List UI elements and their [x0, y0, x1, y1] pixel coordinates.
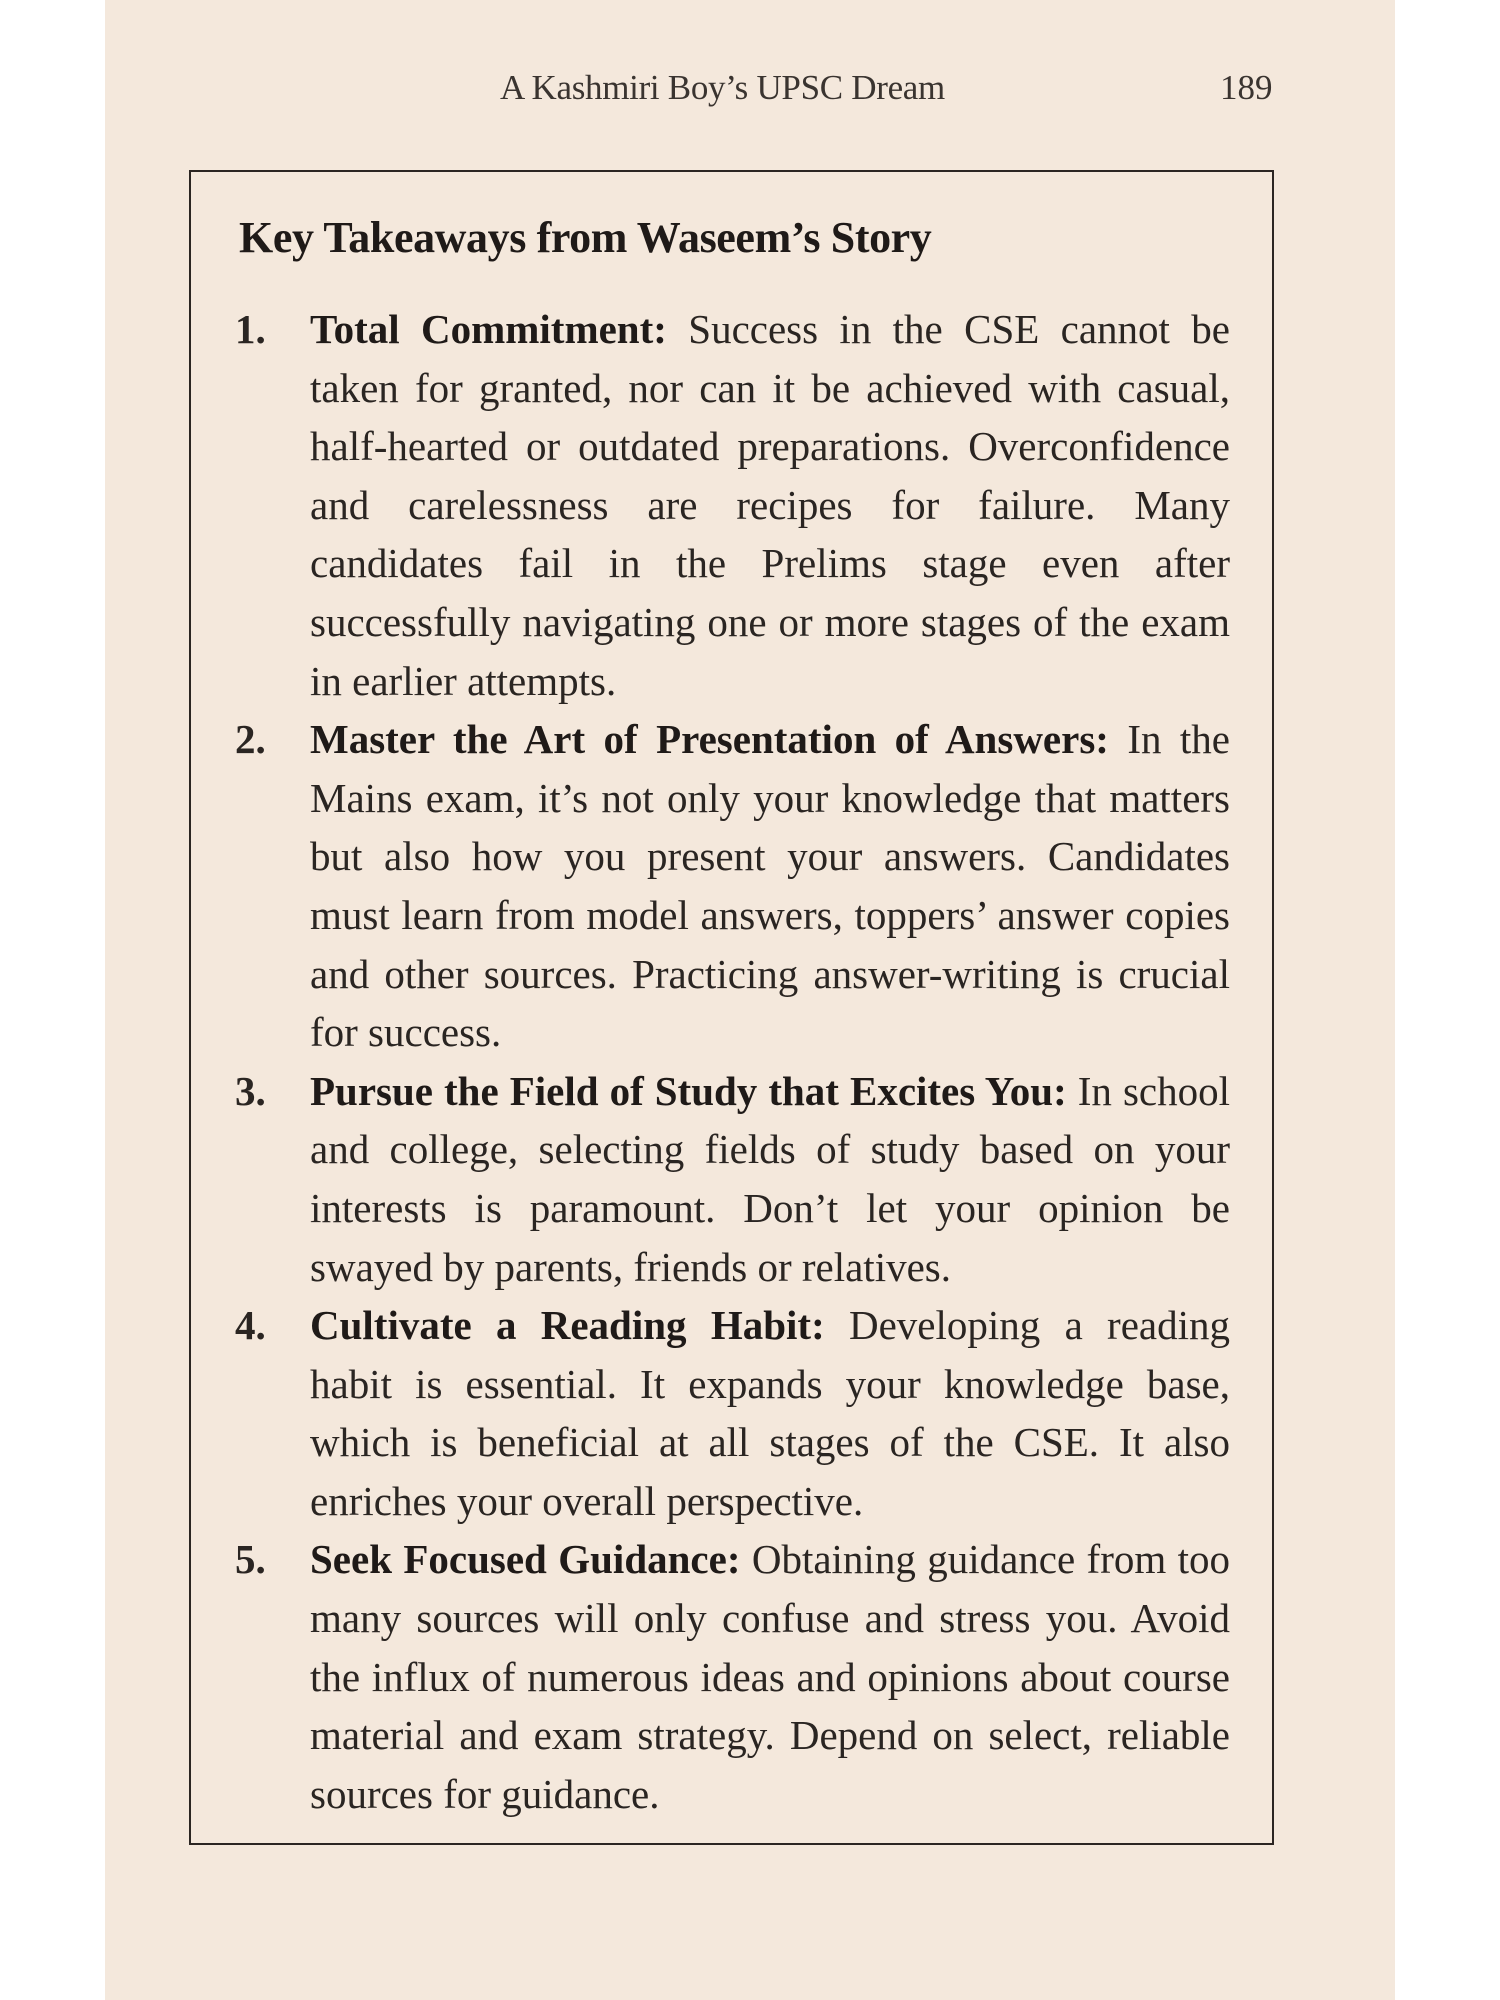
key-takeaways-box: [189, 170, 1274, 1845]
item-text: Success in the CSE cannot be taken for granted, nor can it be achieved with casual, half-hearted or outdated preparations. Overconfidence and carelessness are recipes for failure. Many candidates fail in the Prelims stage even after successfully navigating one or more stages of the exam in earlier attempts.: [310, 306, 1230, 704]
takeaway-item-2: [191, 710, 1272, 1062]
item-number: 2.: [235, 716, 266, 763]
takeaway-item-1: [191, 300, 1272, 710]
item-number: 1.: [235, 306, 266, 352]
item-number: 3.: [235, 1067, 266, 1114]
item-number: 5.: [235, 1536, 266, 1583]
box-title: Key Takeaways from Waseem’s Story: [239, 213, 932, 262]
item-heading: Cultivate a Reading Habit:: [310, 1302, 849, 1349]
takeaway-item-5: [191, 1530, 1272, 1823]
item-number: 4.: [235, 1302, 266, 1349]
item-text: Developing a reading habit is essential. It expands your knowledge base, which is beneficial at all stages of the CSE. It also enriches your overall perspective.: [310, 1302, 1230, 1524]
item-text: Obtaining guidance from too many sources will only confuse and stress you. Avoid the influx of numerous ideas and opinions about course material and exam strategy. Depend on select, reliable sources for guidance.: [310, 1536, 1230, 1817]
item-text: In the Mains exam, it’s not only your knowledge that matters but also how you present your answers. Candidates must learn from model answers, toppers’ answer copies and other sources. Practicing answer-writing is crucial for success.: [310, 716, 1230, 1056]
item-heading: Pursue the Field of Study that Excites You:: [310, 1067, 1078, 1114]
item-text: In school and college, selecting fields of study based on your interests is paramount. Don’t let your opinion be swayed by parents, friends or relatives.: [310, 1067, 1230, 1290]
takeaway-item-3: [191, 1062, 1272, 1296]
takeaways-list: [191, 300, 1272, 1823]
running-head-title: A Kashmiri Boy’s UPSC Dream: [500, 68, 945, 107]
page-number: 189: [1220, 68, 1273, 107]
item-heading: Seek Focused Guidance:: [310, 1536, 752, 1583]
item-heading: Master the Art of Presentation of Answers:: [310, 716, 1128, 763]
item-heading: Total Commitment:: [310, 306, 689, 352]
takeaway-item-4: [191, 1296, 1272, 1530]
running-head: [105, 68, 1395, 118]
book-page: [105, 0, 1395, 2000]
